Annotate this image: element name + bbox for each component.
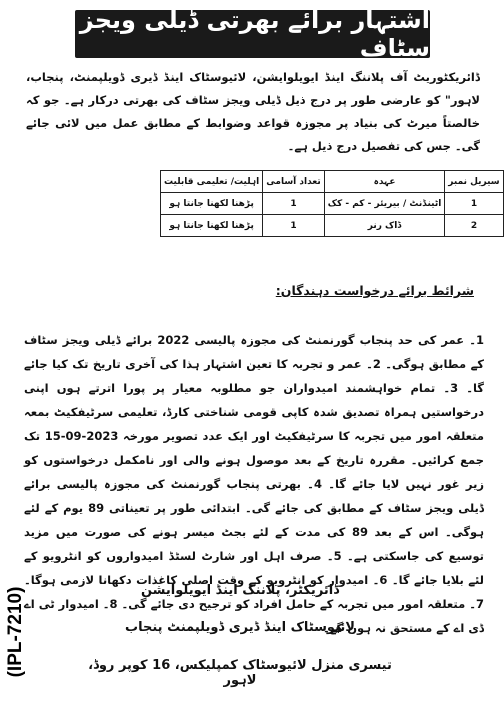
posts-table [160,170,504,237]
cell-serial: 1 [445,193,503,215]
header-serial: سیریل نمبر [445,171,503,193]
header-qualification: اہلیت/ تعلیمی قابلیت [161,171,263,193]
table-row [161,193,504,215]
signature-title: ڈائریکٹر، پلاننگ اینڈ ایویلوایشن [140,583,340,598]
cell-qualification: پڑھنا لکھنا جانتا ہو [161,193,263,215]
signature-address: تیسری منزل لائیوسٹاک کمپلیکس، 16 کوپر روڈ، لاہور [88,658,392,688]
header-count: تعداد آسامی [263,171,325,193]
table-row [161,215,504,237]
table-header-row [161,171,504,193]
cell-post: ڈاک رنر [324,215,445,237]
signature-department: لائیوسٹاک اینڈ ڈیری ڈویلپمنٹ پنجاب [125,620,355,635]
cell-count: 1 [263,193,325,215]
ipl-code: (IPL-7210) [5,586,26,678]
cell-serial: 2 [445,215,503,237]
ad-title-banner: اشتہار برائے بھرتی ڈیلی ویجز سٹاف [75,10,430,58]
intro-paragraph: ڈائریکٹوریٹ آف پلاننگ اینڈ ایویلوایشن، لائیوسٹاک اینڈ ڈیری ڈویلپمنٹ، پنجاب، لاہور" کو عارضی طور پر درج ذیل ڈیلی ویجز سٹاف کی بھرتی درکار ہے۔ جو کہ خالصتاً میرٹ کی بنیاد پر مجوزہ قواعد وضوابط کے مطابق عمل میں لائی جائے گی۔ جس کی تفصیل درج ذیل ہے۔ [26,70,480,153]
header-post: عہدہ [324,171,445,193]
terms-heading: شرائط برائے درخواست دہندگان: [275,283,474,298]
cell-qualification: پڑھنا لکھنا جانتا ہو [161,215,263,237]
cell-count: 1 [263,215,325,237]
terms-paragraph: 1۔ عمر کی حد پنجاب گورنمنٹ کی مجوزہ پالیسی 2022 برائے ڈیلی ویجز سٹاف کے مطابق ہوگی۔ 2۔ عمر و تجربہ کا تعین اشتہار ہذا کی آخری تاریخ تک کیا جائے گا۔ 3۔ تمام خواہشمند امیدواران جو مطلوبہ معیار پر پورا اترتے ہوں اپنی درخواستیں ہمراہ تصدیق شدہ کاپی قومی شناختی کارڈ، تعلیمی سرٹیفکیٹ بمعہ متعلقہ امور میں تجربہ کا سرٹیفکیٹ اور ایک عدد تصویر مورخہ 2023-09-15 تک جمع کرائیں۔ مقررہ تاریخ کے بعد موصول ہونے والی اور نامکمل درخواستوں کو زیر غور نہیں لایا جائے گا۔ 4۔ بھرتی پنجاب گورنمنٹ کی مجوزہ پالیسی برائے ڈیلی ویجز سٹاف کے مطابق کی جائے گی۔ ابتدائی طور پر تعیناتی 89 یوم کے لئے ہوگی۔ اس کے بعد 89 کی مدت کے لئے بجٹ میسر ہونے کی صورت میں مزید توسیع کی جاسکتی ہے۔ 5۔ صرف اہل اور شارٹ لسٹڈ امیدواروں کو انٹرویو کے لئے بلایا جائے گا۔ 6۔ امیدوار کو انٹرویو کے وقت اصلی کاغذات دکھانا لازمی ہوگا۔ 7۔ متعلقہ امور میں تجربہ کے حامل افراد کو ترجیح دی جائے گی۔ 8۔ امیدوار ٹی اے ڈی اے کے مستحق نہ ہوں گے۔ [24,333,485,635]
cell-post: اٹینڈنٹ / بیریئر - کم - کک [324,193,445,215]
